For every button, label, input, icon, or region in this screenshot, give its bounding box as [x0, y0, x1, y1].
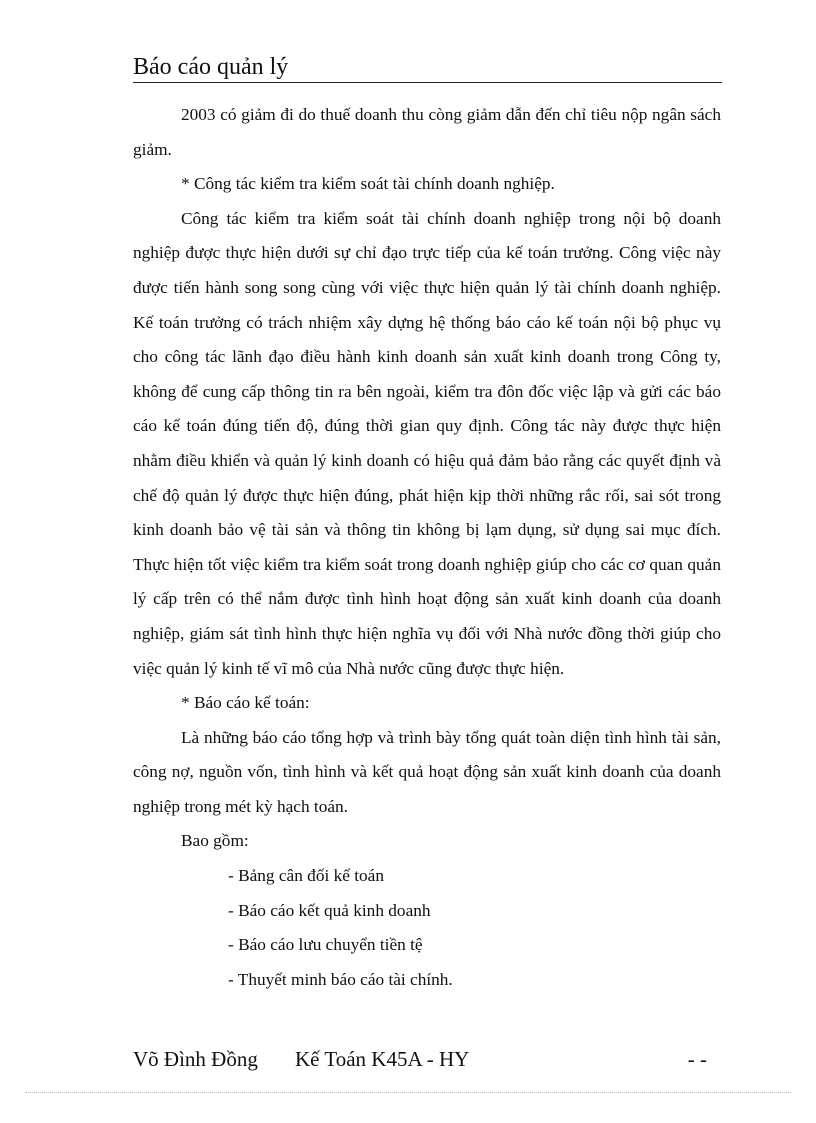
list-item: - Báo cáo lưu chuyển tiền tệ	[228, 935, 423, 955]
section-heading: * Báo cáo kế toán:	[181, 693, 310, 713]
document-body	[133, 98, 721, 997]
section-heading: * Công tác kiểm tra kiểm soát tài chính doanh nghiệp.	[181, 174, 555, 194]
paragraph: Bao gồm:	[181, 831, 249, 851]
list-item: - Thuyết minh báo cáo tài chính.	[228, 969, 453, 989]
page-header-title: Báo cáo quản lý	[133, 54, 289, 80]
page-bottom-border	[25, 1092, 791, 1093]
paragraph: 2003 có giảm đi do thuế doanh thu còng giảm dẫn đến chỉ tiêu nộp ngân sách giảm.	[133, 105, 721, 159]
footer-page-number: - -	[687, 1047, 707, 1071]
footer-author: Võ Đình Đồng	[133, 1047, 258, 1071]
paragraph: Công tác kiểm tra kiểm soát tài chính doanh nghiệp trong nội bộ doanh nghiệp được thực hiện dưới sự chỉ đạo trực tiếp của kế toán trưởng. Công việc này được tiến hành song song cùng với việc thực hiện quản lý tài chính doanh nghiệp. Kế toán trưởng có trách nhiệm xây dựng hệ thống báo cáo kế toán nội bộ phục vụ cho công tác lãnh đạo điều hành kinh doanh sản xuất kinh doanh trong Công ty, không để cung cấp thông tin ra bên ngoài, kiểm tra đôn đốc việc lập và gửi các báo cáo kế toán đúng tiến độ, đúng thời gian quy định. Công tác này được thực hiện nhằm điều khiển và quản lý kinh doanh có hiệu quả đảm bảo rằng các quyết định và chế độ quản lý được thực hiện đúng, phát hiện kịp thời những rắc rối, sai sót trong kinh doanh bảo vệ tài sản và thông tin không bị lạm dụng, sử dụng sai mục đích. Thực hiện tốt việc kiểm tra kiểm soát trong doanh nghiệp giúp cho các cơ quan quản lý cấp trên có thể nắm được tình hình hoạt động sản xuất kinh doanh của doanh nghiệp, giám sát tình hình thực hiện nghĩa vụ đối với Nhà nước đồng thời giúp cho việc quản lý kinh tế vĩ mô của Nhà nước cũng được thực hiện.	[133, 208, 721, 678]
list-item: - Bảng cân đối kế toán	[228, 866, 384, 886]
list-item: - Báo cáo kết quả kinh doanh	[228, 900, 431, 920]
paragraph: Là những báo cáo tổng hợp và trình bày tổng quát toàn diện tình hình tài sản, công nợ, nguồn vốn, tình hình và kết quả hoạt động sản xuất kinh doanh của doanh nghiệp trong mét kỳ hạch toán.	[133, 727, 721, 816]
footer-course: Kế Toán K45A - HY	[295, 1047, 470, 1071]
header-divider	[133, 82, 722, 83]
